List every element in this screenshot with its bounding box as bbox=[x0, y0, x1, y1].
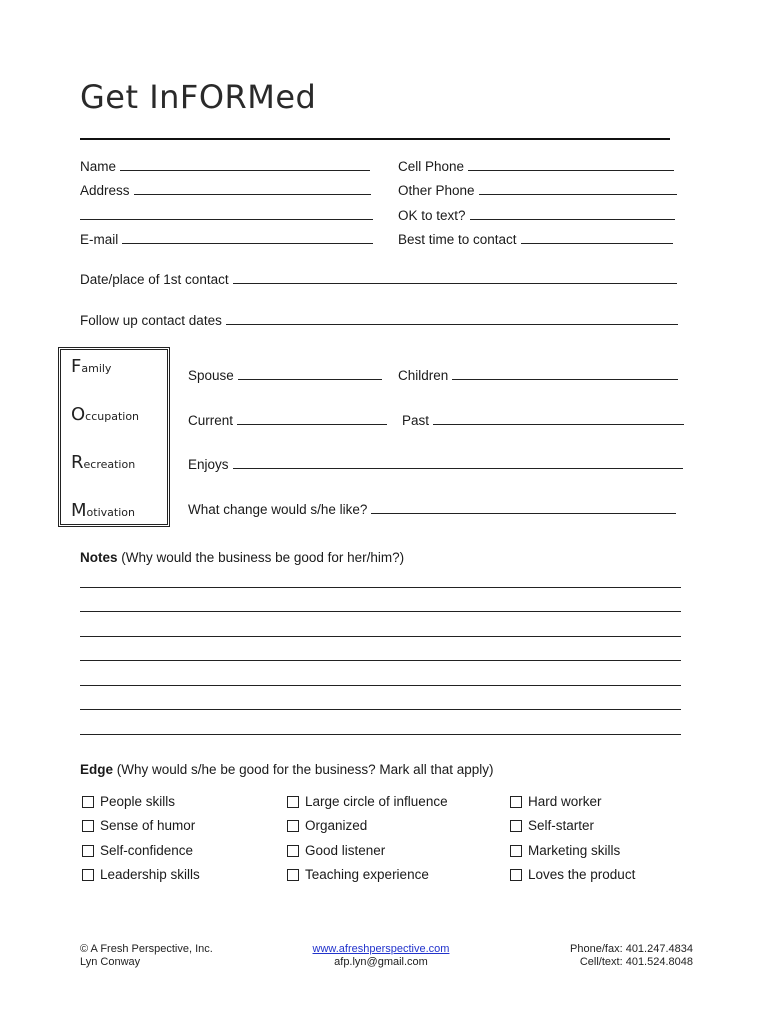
first-contact-line[interactable] bbox=[233, 271, 677, 284]
checkbox-self-starter[interactable] bbox=[510, 818, 594, 833]
checkbox-label: Self-confidence bbox=[100, 843, 194, 858]
checkbox-label: Good listener bbox=[305, 843, 386, 858]
name-label: Name bbox=[80, 159, 117, 174]
checkbox-label: Sense of humor bbox=[100, 818, 196, 833]
best-time-field[interactable] bbox=[398, 231, 673, 248]
name-field[interactable] bbox=[80, 158, 370, 175]
email-field[interactable] bbox=[80, 231, 373, 248]
ok-to-text-line[interactable] bbox=[470, 207, 675, 220]
form-family: Family bbox=[71, 356, 112, 377]
checkbox-icon[interactable] bbox=[510, 796, 522, 808]
title-divider bbox=[80, 138, 670, 140]
checkbox-label: Self-starter bbox=[528, 818, 595, 833]
checkbox-icon[interactable] bbox=[287, 869, 299, 881]
notes-line[interactable] bbox=[80, 636, 681, 637]
address-field[interactable] bbox=[80, 182, 371, 199]
edge-question: (Why would s/he be good for the business? Mark all that apply) bbox=[116, 762, 494, 777]
follow-up-label: Follow up contact dates bbox=[80, 313, 222, 328]
checkbox-icon[interactable] bbox=[510, 820, 522, 832]
email-label: E-mail bbox=[80, 232, 119, 247]
checkbox-organized[interactable] bbox=[287, 818, 367, 833]
footer-left bbox=[80, 943, 213, 969]
checkbox-teaching-experience[interactable] bbox=[287, 867, 429, 882]
edge-heading bbox=[80, 762, 493, 778]
past-label: Past bbox=[402, 413, 430, 428]
footer-right bbox=[493, 943, 693, 969]
checkbox-people-skills[interactable] bbox=[82, 794, 175, 809]
spouse-line[interactable] bbox=[238, 367, 382, 380]
name-line[interactable] bbox=[120, 158, 370, 171]
notes-question: (Why would the business be good for her/him?) bbox=[121, 550, 405, 565]
checkbox-label: People skills bbox=[100, 794, 176, 809]
enjoys-line[interactable] bbox=[233, 456, 683, 469]
other-phone-label: Other Phone bbox=[398, 183, 475, 198]
first-contact-field[interactable] bbox=[80, 271, 677, 288]
first-contact-label: Date/place of 1st contact bbox=[80, 272, 229, 287]
copyright-text: © A Fresh Perspective, Inc. bbox=[80, 943, 213, 955]
checkbox-self-confidence[interactable] bbox=[82, 843, 193, 858]
form-motivation: Motivation bbox=[71, 500, 135, 521]
checkbox-label: Marketing skills bbox=[528, 843, 621, 858]
checkbox-large-circle[interactable] bbox=[287, 794, 448, 809]
ok-to-text-field[interactable] bbox=[398, 207, 675, 224]
checkbox-icon[interactable] bbox=[82, 796, 94, 808]
spouse-label: Spouse bbox=[188, 368, 234, 383]
follow-up-field[interactable] bbox=[80, 312, 678, 329]
checkbox-label: Hard worker bbox=[528, 794, 602, 809]
checkbox-label: Loves the product bbox=[528, 867, 636, 882]
cell-text: Cell/text: 401.524.8048 bbox=[579, 956, 693, 968]
checkbox-icon[interactable] bbox=[287, 820, 299, 832]
past-job-field[interactable] bbox=[402, 412, 684, 429]
checkbox-icon[interactable] bbox=[287, 796, 299, 808]
children-line[interactable] bbox=[452, 367, 678, 380]
notes-line[interactable] bbox=[80, 685, 681, 686]
current-job-field[interactable] bbox=[188, 412, 387, 429]
enjoys-label: Enjoys bbox=[188, 457, 229, 472]
children-field[interactable] bbox=[398, 367, 678, 384]
checkbox-marketing-skills[interactable] bbox=[510, 843, 620, 858]
other-phone-line[interactable] bbox=[479, 182, 677, 195]
email-line[interactable] bbox=[122, 231, 373, 244]
phone-fax-text: Phone/fax: 401.247.4834 bbox=[570, 943, 693, 955]
spouse-field[interactable] bbox=[188, 367, 382, 384]
checkbox-hard-worker[interactable] bbox=[510, 794, 602, 809]
checkbox-loves-the-product[interactable] bbox=[510, 867, 635, 882]
footer-center bbox=[281, 943, 481, 969]
change-field[interactable] bbox=[188, 501, 676, 518]
other-phone-field[interactable] bbox=[398, 182, 677, 199]
change-line[interactable] bbox=[371, 501, 676, 514]
notes-title: Notes bbox=[80, 550, 118, 565]
checkbox-sense-of-humor[interactable] bbox=[82, 818, 195, 833]
best-time-line[interactable] bbox=[521, 231, 673, 244]
notes-line[interactable] bbox=[80, 660, 681, 661]
cell-phone-field[interactable] bbox=[398, 158, 674, 175]
address-label: Address bbox=[80, 183, 130, 198]
follow-up-line[interactable] bbox=[226, 312, 678, 325]
notes-line[interactable] bbox=[80, 587, 681, 588]
notes-line[interactable] bbox=[80, 611, 681, 612]
notes-line[interactable] bbox=[80, 734, 681, 735]
form-occupation: Occupation bbox=[71, 404, 140, 425]
checkbox-good-listener[interactable] bbox=[287, 843, 385, 858]
address-line-2[interactable] bbox=[80, 207, 373, 220]
website-link[interactable]: www.afreshperspective.com bbox=[312, 943, 450, 955]
address-line[interactable] bbox=[134, 182, 371, 195]
checkbox-icon[interactable] bbox=[82, 869, 94, 881]
checkbox-icon[interactable] bbox=[510, 845, 522, 857]
checkbox-icon[interactable] bbox=[510, 869, 522, 881]
checkbox-leadership-skills[interactable] bbox=[82, 867, 200, 882]
current-line[interactable] bbox=[237, 412, 387, 425]
change-label: What change would s/he like? bbox=[188, 502, 368, 517]
address-line-2-field[interactable] bbox=[80, 207, 373, 224]
notes-heading bbox=[80, 550, 404, 566]
page-title: Get InFORMed bbox=[80, 78, 317, 116]
checkbox-label: Leadership skills bbox=[100, 867, 200, 882]
current-label: Current bbox=[188, 413, 234, 428]
past-line[interactable] bbox=[433, 412, 684, 425]
checkbox-label: Large circle of influence bbox=[305, 794, 448, 809]
cell-phone-label: Cell Phone bbox=[398, 159, 465, 174]
best-time-label: Best time to contact bbox=[398, 232, 517, 247]
author-name: Lyn Conway bbox=[80, 956, 141, 968]
edge-title: Edge bbox=[80, 762, 114, 777]
checkbox-icon[interactable] bbox=[82, 845, 94, 857]
children-label: Children bbox=[398, 368, 449, 383]
checkbox-label: Teaching experience bbox=[305, 867, 429, 882]
checkbox-icon[interactable] bbox=[82, 820, 94, 832]
email-text: afp.lyn@gmail.com bbox=[334, 956, 428, 968]
form-acronym-box bbox=[58, 347, 170, 527]
ok-to-text-label: OK to text? bbox=[398, 208, 466, 223]
form-recreation: Recreation bbox=[71, 452, 136, 473]
checkbox-label: Organized bbox=[305, 818, 368, 833]
checkbox-icon[interactable] bbox=[287, 845, 299, 857]
enjoys-field[interactable] bbox=[188, 456, 683, 473]
cell-phone-line[interactable] bbox=[468, 158, 674, 171]
notes-line[interactable] bbox=[80, 709, 681, 710]
